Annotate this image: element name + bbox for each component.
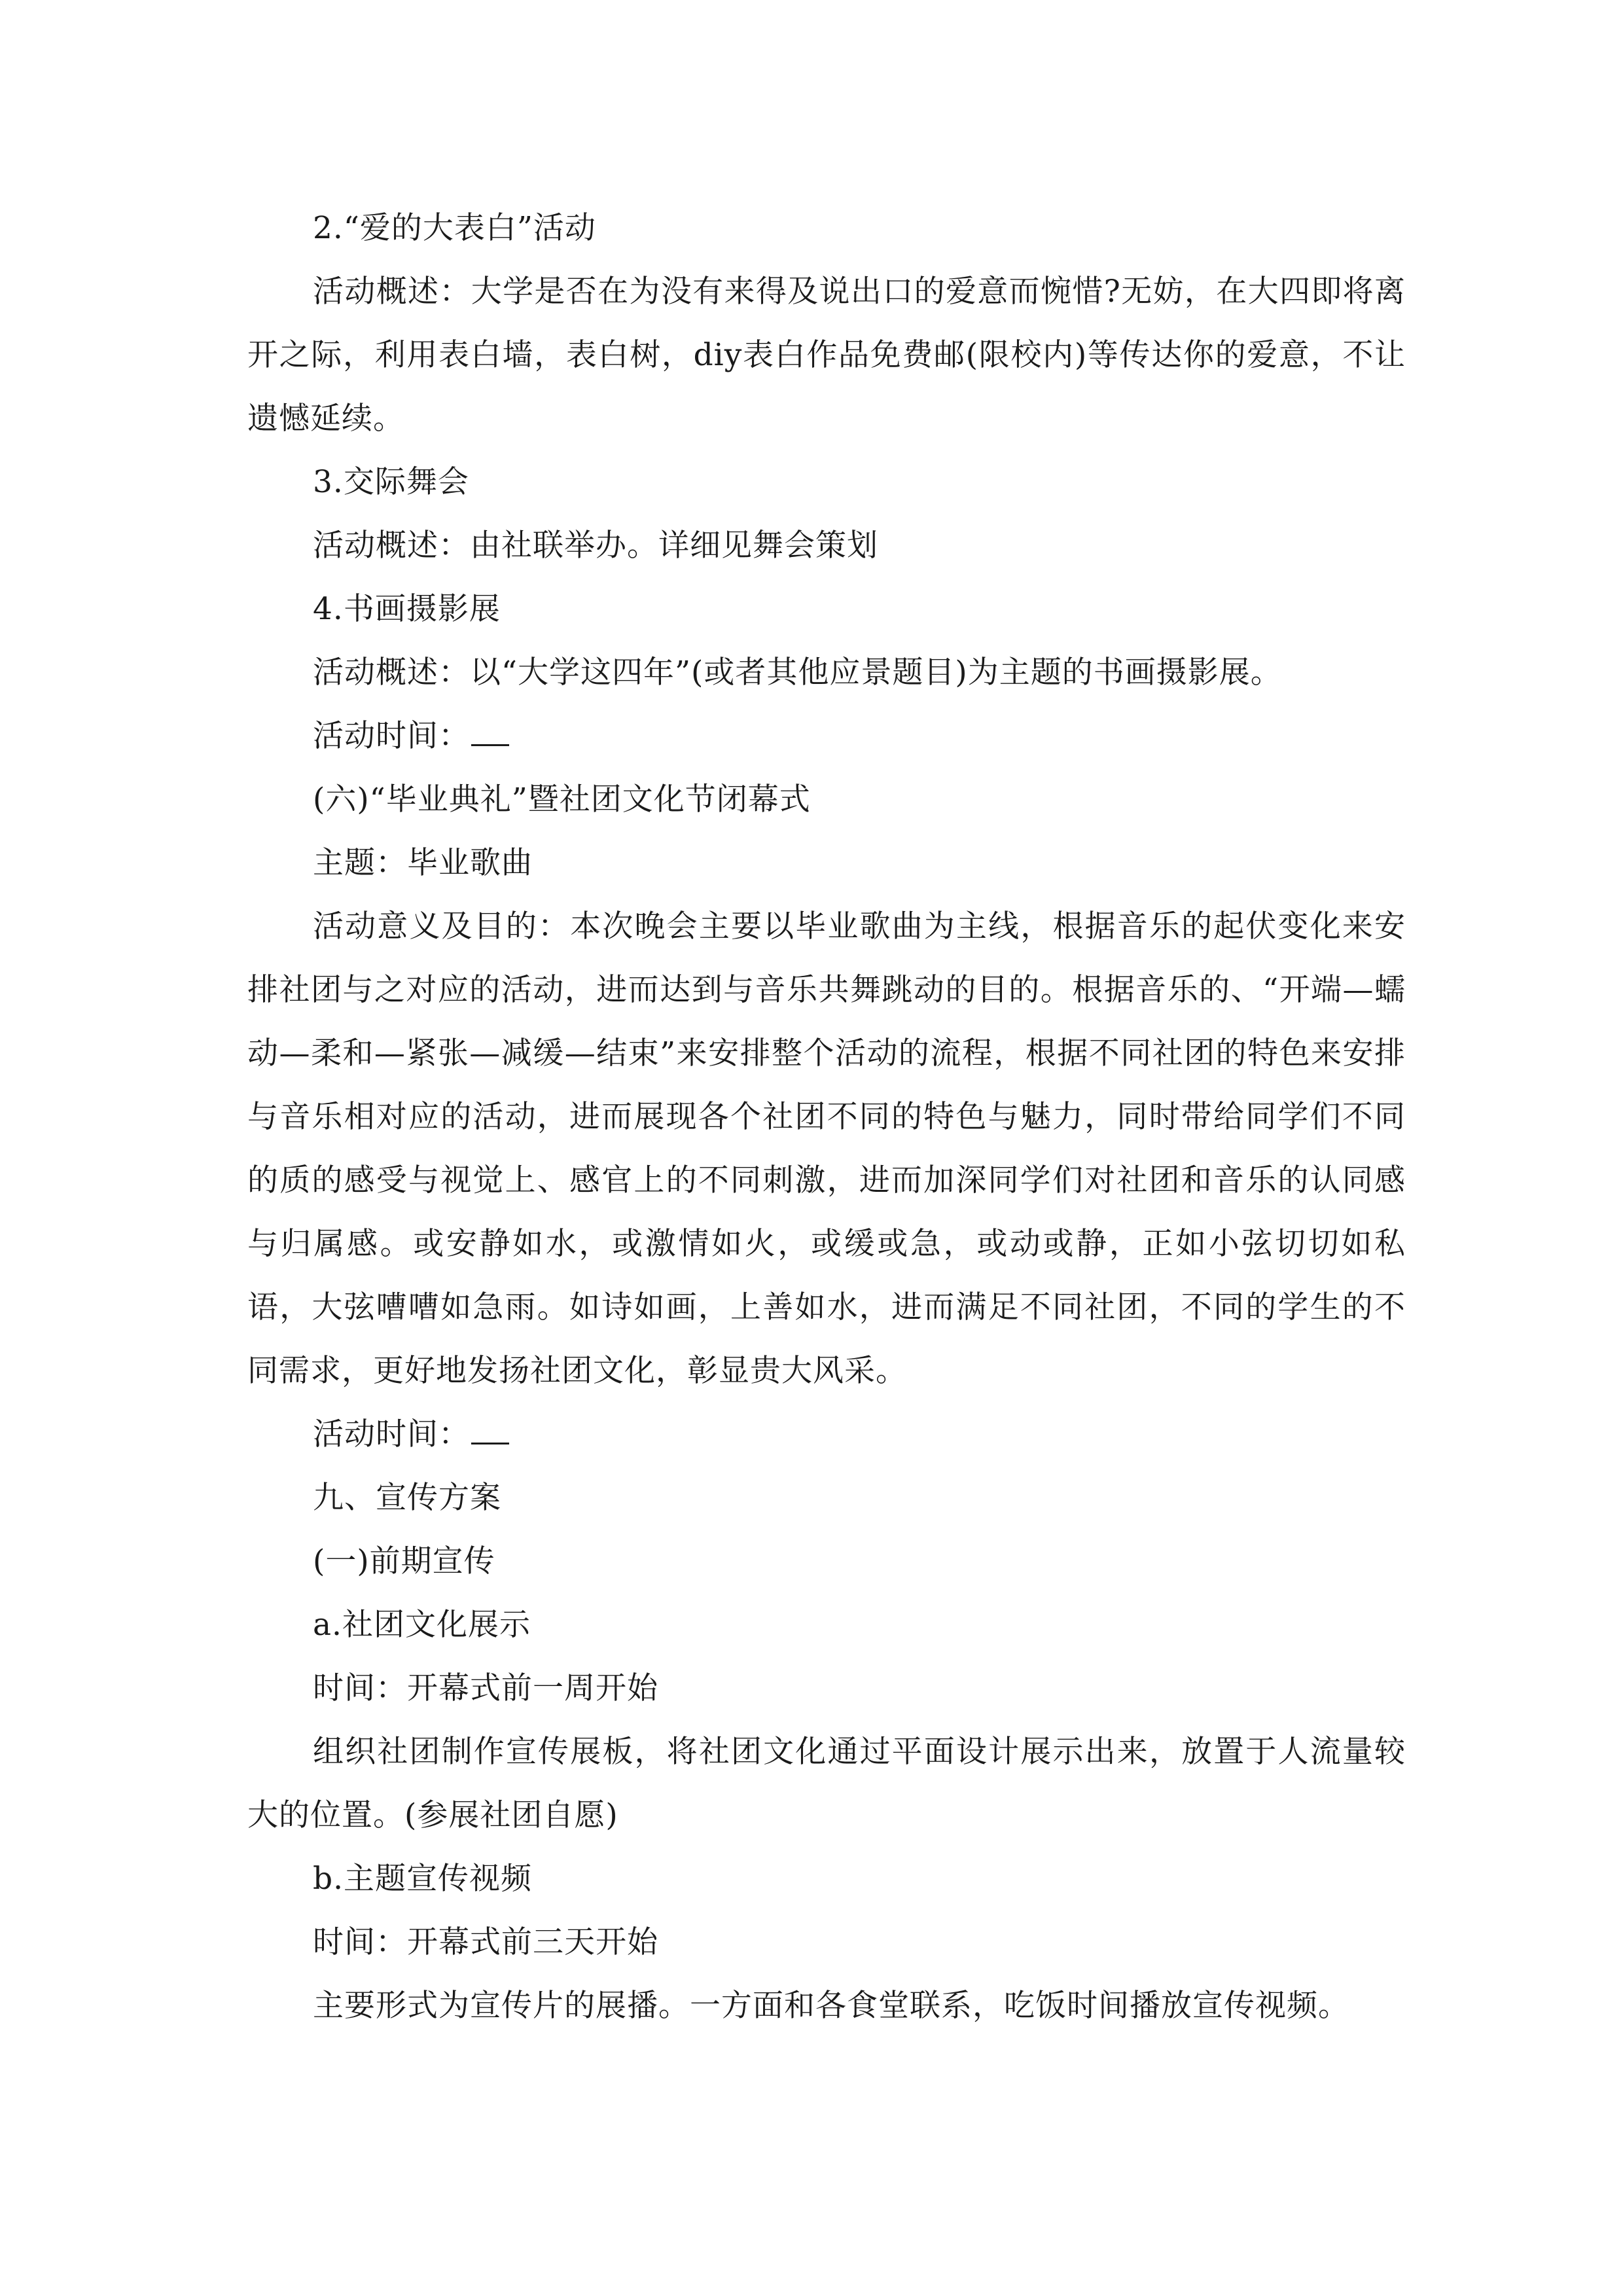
paragraph-theme: 主题：毕业歌曲 <box>313 845 533 881</box>
paragraph-video-time: 时间：开幕式前三天开始 <box>313 1924 658 1960</box>
paragraph-social-dance-overview: 活动概述：由社联举办。详细见舞会策划 <box>313 528 878 564</box>
heading-early-promotion: (一)前期宣传 <box>313 1543 495 1579</box>
activity-time-line-1 <box>247 704 1406 768</box>
paragraph-video-form: 主要形式为宣传片的展播。一方面和各食堂联系，吃饭时间播放宣传视频。 <box>313 1988 1349 2024</box>
activity-time-line-2 <box>247 1403 1406 1466</box>
paragraph-significance-purpose: 活动意义及目的：本次晚会主要以毕业歌曲为主线，根据音乐的起伏变化来安排社团与之对应的活动，进而达到与音乐共舞跳动的目的。根据音乐的、“开端—蠕动—柔和—紧张—减缓—结束”来安排整个活动的流程，根据不同社团的特色来安排与音乐相对应的活动，进而展现各个社团不同的特色与魅力，同时带给同学们不同的质的感受与视觉上、感官上的不同刺激，进而加深同学们对社团和音乐的认同感与归属感。或安静如水，或激情如火，或缓或急，或动或静，正如小弦切切如私语，大弦嘈嘈如急雨。如诗如画，上善如水，进而满足不同社团，不同的学生的不同需求，更好地发扬社团文化，彰显贵大风采。 <box>247 908 1406 1389</box>
paragraph-art-photo-overview: 活动概述：以“大学这四年”(或者其他应景题目)为主题的书画摄影展。 <box>313 655 1282 691</box>
heading-social-dance: 3.交际舞会 <box>313 464 469 500</box>
document-body <box>247 196 1406 2037</box>
paragraph-display-time: 时间：开幕式前一周开始 <box>313 1670 658 1706</box>
heading-art-photo-exhibition: 4.书画摄影展 <box>313 591 501 627</box>
activity-time-blank-2 <box>471 1418 509 1444</box>
heading-theme-video: b.主题宣传视频 <box>313 1861 533 1897</box>
paragraph-display-boards: 组织社团制作宣传展板，将社团文化通过平面设计展示出来，放置于人流量较大的位置。(参展社团自愿) <box>247 1734 1406 1833</box>
heading-graduation-ceremony: (六)“毕业典礼”暨社团文化节闭幕式 <box>313 781 811 817</box>
activity-time-label-1: 活动时间： <box>313 718 470 754</box>
heading-club-culture-display: a.社团文化展示 <box>313 1607 531 1643</box>
heading-promotion-plan: 九、宣传方案 <box>313 1480 501 1516</box>
paragraph-love-confession-overview: 活动概述：大学是否在为没有来得及说出口的爱意而惋惜?无妨，在大四即将离开之际，利用表白墙，表白树，diy表白作品免费邮(限校内)等传达你的爱意，不让遗憾延续。 <box>247 274 1406 437</box>
heading-love-confession: 2.“爱的大表白”活动 <box>313 210 596 246</box>
activity-time-blank-1 <box>471 719 509 746</box>
activity-time-label-2: 活动时间： <box>313 1416 470 1452</box>
